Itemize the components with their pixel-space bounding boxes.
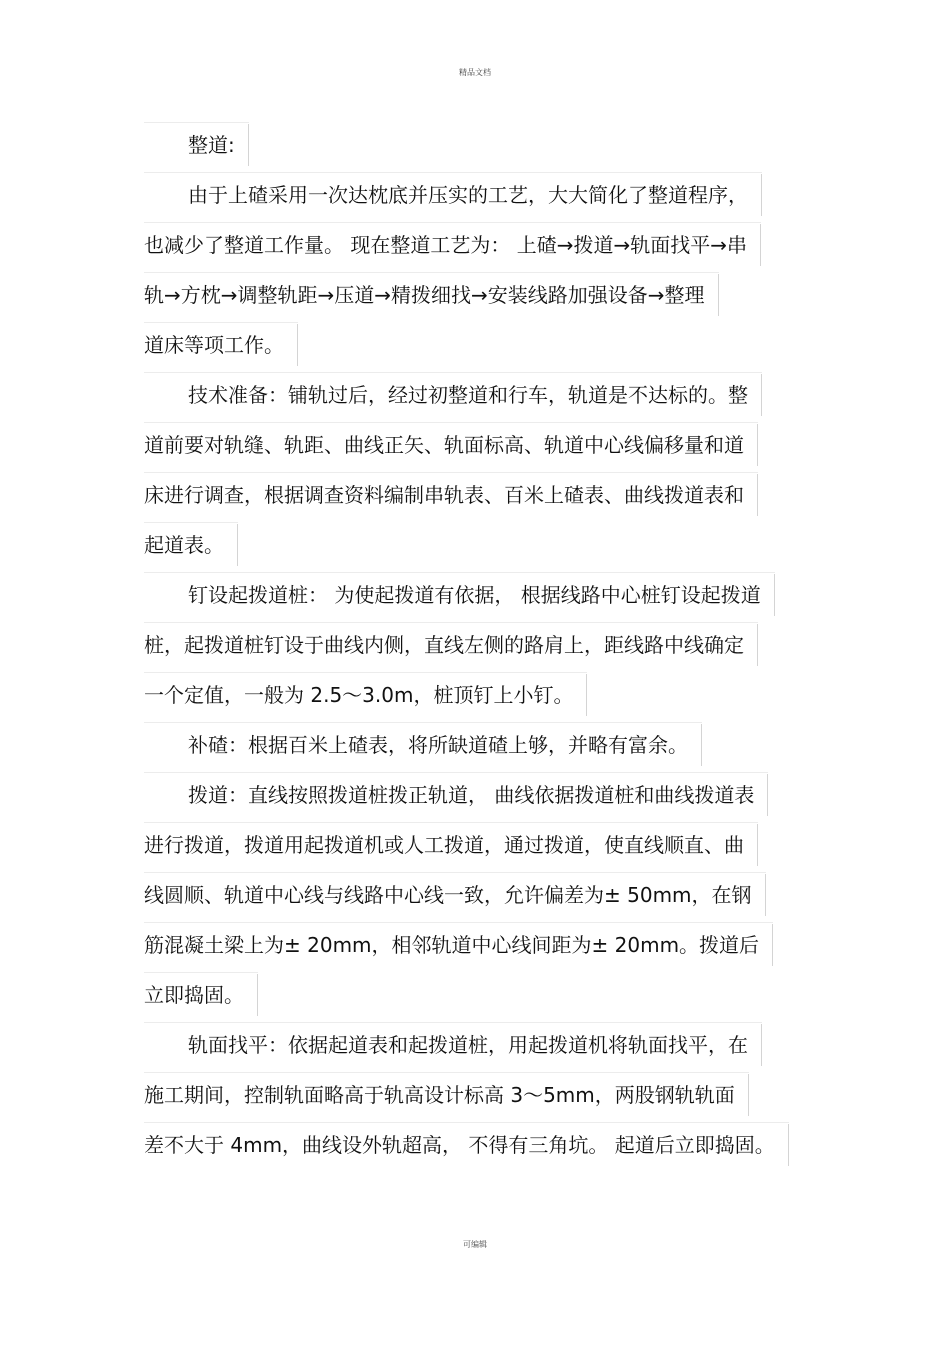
line-text: 道前要对轨缝、轨距、曲线正矢、轨面标高、轨道中心线偏移量和道 bbox=[144, 420, 758, 470]
text-line bbox=[144, 1120, 806, 1170]
line-text: 轨面找平：依据起道表和起拨道桩，用起拨道机将轨面找平，在 bbox=[188, 1020, 762, 1070]
text-line bbox=[144, 320, 806, 370]
line-text: 一个定值，一般为 2.5～3.0m，桩顶钉上小钉。 bbox=[144, 670, 587, 720]
text-line bbox=[144, 720, 806, 770]
page-footer: 可编辑 bbox=[463, 1240, 487, 1249]
text-line bbox=[144, 970, 806, 1020]
line-text: 进行拨道，拨道用起拨道机或人工拨道，通过拨道，使直线顺直、曲 bbox=[144, 820, 758, 870]
document-body bbox=[144, 120, 806, 1170]
text-line bbox=[144, 870, 806, 920]
line-text: 补碴：根据百米上碴表，将所缺道碴上够，并略有富余。 bbox=[188, 720, 702, 770]
line-text: 拨道：直线按照拨道桩拨正轨道， 曲线依据拨道桩和曲线拨道表 bbox=[188, 770, 768, 820]
text-line bbox=[144, 1020, 806, 1070]
line-text: 起道表。 bbox=[144, 520, 238, 570]
line-text: 轨→方枕→调整轨距→压道→精拨细找→安装线路加强设备→整理 bbox=[144, 270, 719, 320]
line-text: 线圆顺、轨道中心线与线路中心线一致，允许偏差为± 50mm，在钢 bbox=[144, 870, 766, 920]
text-line bbox=[144, 370, 806, 420]
text-line bbox=[144, 220, 806, 270]
page-header: 精品文档 bbox=[459, 68, 491, 77]
text-line bbox=[144, 120, 806, 170]
text-line bbox=[144, 1070, 806, 1120]
text-line bbox=[144, 470, 806, 520]
text-line bbox=[144, 920, 806, 970]
line-text: 道床等项工作。 bbox=[144, 320, 298, 370]
text-line bbox=[144, 420, 806, 470]
text-line bbox=[144, 170, 806, 220]
line-text: 立即捣固。 bbox=[144, 970, 258, 1020]
line-text: 施工期间，控制轨面略高于轨高设计标高 3～5mm，两股钢轨轨面 bbox=[144, 1070, 749, 1120]
line-text: 桩，起拨道桩钉设于曲线内侧，直线左侧的路肩上，距线路中线确定 bbox=[144, 620, 758, 670]
line-text: 筋混凝土梁上为± 20mm，相邻轨道中心线间距为± 20mm。拨道后 bbox=[144, 920, 773, 970]
line-text: 床进行调查，根据调查资料编制串轨表、百米上碴表、曲线拨道表和 bbox=[144, 470, 758, 520]
line-text: 由于上碴采用一次达枕底并压实的工艺，大大简化了整道程序， bbox=[188, 170, 762, 220]
text-line bbox=[144, 670, 806, 720]
line-text: 技术准备：铺轨过后，经过初整道和行车，轨道是不达标的。整 bbox=[188, 370, 762, 420]
text-line bbox=[144, 570, 806, 620]
text-line bbox=[144, 270, 806, 320]
text-line bbox=[144, 820, 806, 870]
text-line bbox=[144, 770, 806, 820]
line-text: 钉设起拨道桩： 为使起拨道有依据， 根据线路中心桩钉设起拨道 bbox=[188, 570, 775, 620]
text-line bbox=[144, 520, 806, 570]
line-text: 差不大于 4mm，曲线设外轨超高， 不得有三角坑。 起道后立即捣固。 bbox=[144, 1120, 789, 1170]
line-text: 也减少了整道工作量。 现在整道工艺为： 上碴→拨道→轨面找平→串 bbox=[144, 220, 761, 270]
text-line bbox=[144, 620, 806, 670]
line-text: 整道: bbox=[188, 120, 249, 170]
